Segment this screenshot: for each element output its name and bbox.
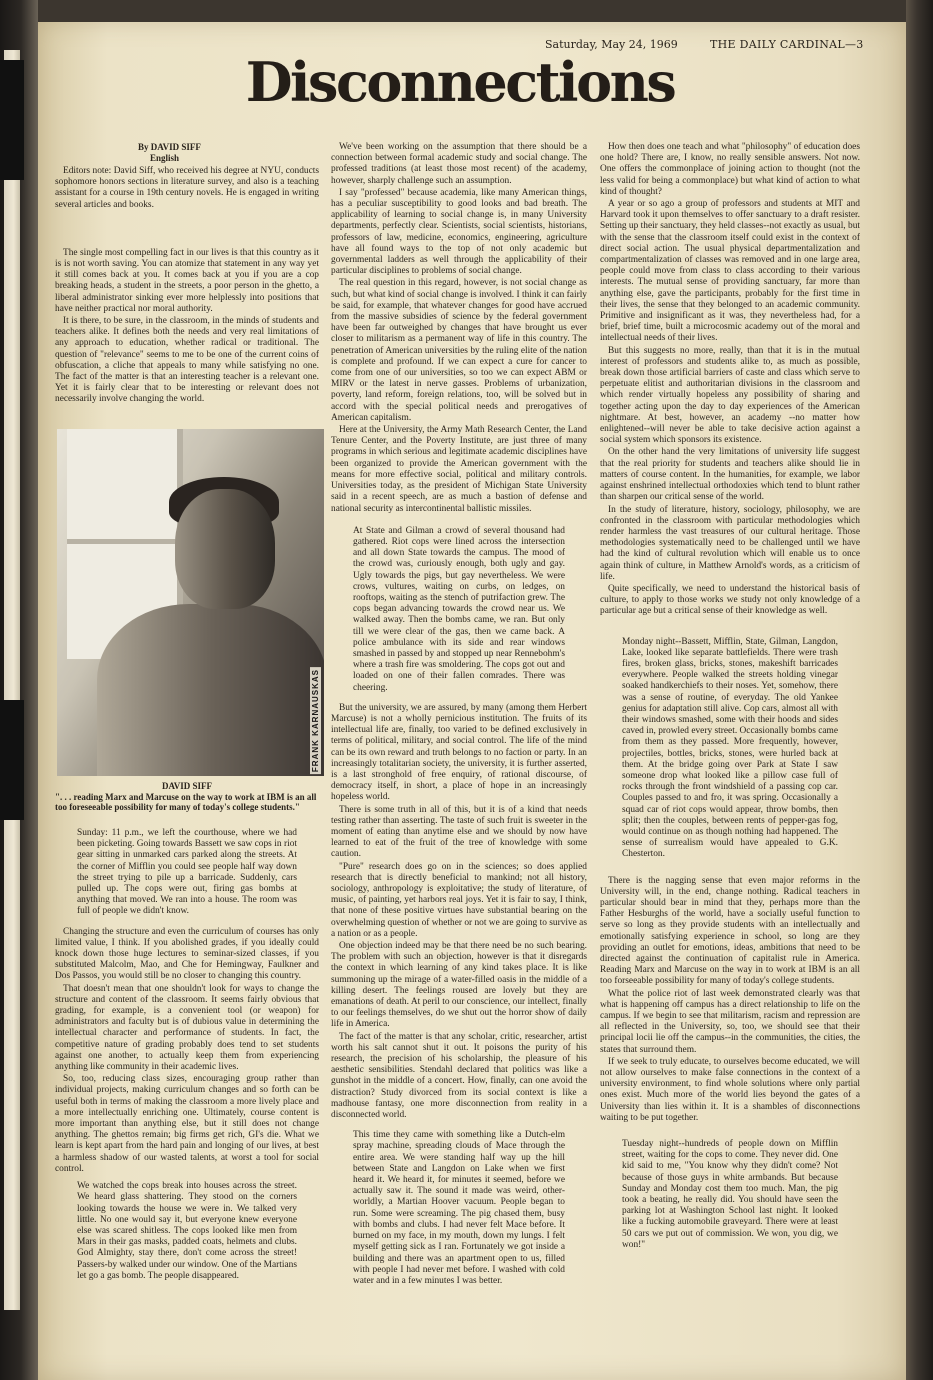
department: English	[150, 153, 180, 163]
paragraph: There is the nagging sense that even major reforms in the University will, in the end, change nothing. Radical teachers in particular should bear in mind that they, perhaps more than the Father Hesburghs of the world, have a socially useful function to serve so long as they provide students with an intellectually and emotionally satisfying experience in school, so long are they providing an outlet for emotions, ideas, ambitions that need to be directed against the continuation of capitalist rule in America. Reading Marx and Marcuse on the way in to work at IBM is an all too forseeable possibility for many of today's college students.	[600, 875, 860, 987]
paragraph: If we seek to truly educate, to ourselves become educated, we will not allow ourselves to make false connections in the context of a university environment, to find whole solutions where only partial ones exist. Much more of the world lies beyond the gates of a University than lies within it. It is a shambles of disconnections waiting to be put together.	[600, 1056, 860, 1123]
editors-note: Editors note: David Siff, who received his degree at NYU, conducts sophomore honors sections in literature survey, and also is a teaching assistant for a course in 19th century novels. He is engaged in writing several articles and books.	[55, 166, 319, 210]
paragraph: Changing the structure and even the curriculum of courses has only limited value, I think. If you abolished grades, if you ideally could knock down those huge lectures to seminar-sized classes, if you substituted Malcolm, Mao, and Che for Hemingway, Faulkner and Dos Passos, you would still be no closer to changing this country.	[55, 926, 319, 982]
caption-quote: ". . . reading Marx and Marcuse on the way to work at IBM is an all too foreseeable possibility for many of today's college students."	[55, 791, 317, 812]
figure-body	[97, 604, 324, 776]
binding-tab	[0, 60, 24, 180]
column-1-top	[55, 166, 319, 407]
photo-caption	[55, 781, 319, 813]
binding-tab	[0, 700, 24, 820]
thistime-box	[331, 1130, 587, 1287]
paragraph: The real question in this regard, however, is not social change as such, but what kind of social change is involved. I think it can fairly be said, for example, that whatever changes for good have accrued from the massive subsidies of science by the federal government have been far outweighed by changes that have brought us ever closer to militarism as a permanent way of life in this country. The penetration of American universities by the ruling elite of the nation is complete and profound. If we can expect a cure for cancer to come from one of our universities, so too we can expect ABM or MIRV or the latest in nerve gasses. Problems of urbanization, poverty, land reform, foreign relations, too, will be solved but in accord with the special political needs and prerogatives of American capitalism.	[331, 278, 587, 423]
tuesday-box	[600, 1139, 860, 1251]
narrative-sunday: Sunday: 11 p.m., we left the courthouse, where we had been picketing. Going towards Bassett we saw cops in riot gear sitting in unmarked cars parked along the streets. At the corner of Mifflin you could see people half way down the street trying to pile up a barricade. Suddenly, cars pulled up. The cops were out, firing gas bombs at anything that moved. We ran into a house. The room was full of people we didn't know.	[77, 828, 297, 917]
sunday-box	[55, 828, 319, 918]
byline	[138, 142, 201, 164]
paper-name-page: THE DAILY CARDINAL—3	[710, 38, 864, 51]
narrative-tuesday: Tuesday night--hundreds of people down on Mifflin street, waiting for the cops to come. They never did. One kid said to me, "You know why they didn't come? Not because of those guys in white armbands. But because Sunday and Monday cost them too much. Man, the pig took a beating, he really did. You should have seen the parking lot at Washington School last night. It looked like a fucking automobile graveyard. There were at least 50 cars we put out of commission. We won, you dig, we won!"	[622, 1139, 838, 1250]
figure-head	[175, 489, 275, 609]
paragraph: In the study of literature, history, sociology, philosophy, we are confronted in the classroom with particular methodologies which render harmless the vast treasures of our cultural heritage. Those methodologies systematically need to be challenged until we have had the kind of cultural revolution which will enable us to once again think of culture, in Matthew Arnold's words, as a criticism of life.	[600, 504, 860, 582]
paragraph: That doesn't mean that one shouldn't look for ways to change the structure and content of the classroom. It seems fairly obvious that grading, for example, is a convenient tool (or weapon) for administrators and faculty but is of dubious value in determining the intellectual character and performance of students. In fact, the competitive nature of grading probably does tend to set students against one another, to actually keep them from experiencing anything like community in their academic lives.	[55, 983, 319, 1073]
paragraph: There is some truth in all of this, but it is of a kind that needs testing rather than asserting. The taste of such fruit is sweeter in the moment of eating than anytime else and we should by now have learned to eat of the fruit of the tree of knowledge with some caution.	[331, 804, 587, 860]
paragraph: Here at the University, the Army Math Research Center, the Land Tenure Center, and the Poverty Institute, are just three of many programs in which serious and legitimate academic disciplines have been organized to provide the American government with the means for more effective social, political and military controls. Universities today, as the president of Michigan State University said in a recent speech, are as much a bastion of defense and national security as intercontinental ballistic missiles.	[331, 425, 587, 514]
binding-strip	[4, 50, 20, 1310]
paragraph: The fact of the matter is that any scholar, critic, researcher, artist worth his salt cannot shut it out. It poisons the purity of his research, the precision of his scholarship, the pleasure of his aesthetic sensibilities. Stendahl declared that politics was like a gunshot in the middle of a concert. How, finally, can one avoid the distraction? Study divorced from its social context is like a madhouse fantasy, one more disconnection from reality in a disconnected world.	[331, 1031, 587, 1121]
column-3	[600, 142, 860, 1252]
author-photo	[57, 429, 324, 776]
paragraph: But the university, we are assured, by many (among them Herbert Marcuse) is not a wholly pernicious institution. The fruits of its intellectual life are, finally, too varied to be defined exclusively in terms of political, military, and social control. The life of the mind can be its own reward and truth belongs to no faction or party. In an increasingly totalitarian society, the university, it is further asserted, is a last stronghold of free enquiry, of rational discourse, of democracy itself, in short, a place of hope in an increasingly hopeless world.	[331, 702, 587, 803]
narrative-state: At State and Gilman a crowd of several thousand had gathered. Riot cops were lined across the intersection and all down State towards the campus. The mood of the crowd was, curiously enough, both ugly and gay. Ugly towards the pigs, but gay nevertheless. We were crows, vultures, waiting on curbs, on ledges, on rooftops, waiting as the stench of putrifaction grew. The cops began advancing towards the crowd near us. We walked away. Then the bombs came, we ran. But only till we were clear of the gas, then we came back. A police ambulance with its side and rear windows smashed in passed by and stopped up near Rennebohm's where a trash fire was smoldering. The cops got out and loaded on one of their fallen comrades. There was cheering.	[353, 525, 565, 693]
paragraph: It is there, to be sure, in the classroom, in the minds of students and teachers alike. It defines both the needs and very real limitations of any approach to education, whether radical or traditional. The question of "relevance" seems to me to be one of the current coins of obfuscation, a cliche that appeals to many while satisfying no one. The fact of the matter is that an interesting teacher is a relevant one. Yet it is fairly clear that to be interesting or relevant does not necessarily involve changing the world.	[55, 316, 319, 405]
right-edge	[906, 0, 933, 1380]
paragraph: We've been working on the assumption that there should be a connection between formal academic study and social change. The professed traditions (at least those most recent) of the academy, however, sharply challenge such an assumption.	[331, 142, 587, 186]
paragraph: What the police riot of last week demonstrated clearly was that what is happening off campus has a direct relationship to life on the campus. If we begin to see that militarism, racism and repression are all reflected in the University, so, too, we should see that their principal locii lie off the campus--in the communities, the cities, the states that surround them.	[600, 988, 860, 1055]
paragraph: On the other hand the very limitations of university life suggest that the real priority for students and teachers alike should lie in matters of course content. In the humanities, for example, we labor against enshrined intellectual orthodoxies which tend to blunt rather than sharpen our critical sense of the world.	[600, 447, 860, 503]
column-1-bottom	[55, 828, 319, 1283]
paragraph: A year or so ago a group of professors and students at MIT and Harvard took it upon themselves to offer sanctuary to a draft resister. Setting up their sanctuary, they held classes--not exactly as usual, but with the sense that the classroom itself could exist in the context of direct social action. The usual physical departmentalization and compartmentalization of classes was removed and in one large area, people could move from class to class according to their various interests. The mutual sense of providing sanctuary, far more than anything else, gave the participants, probably for the first time in their lives, the sense that they belonged to an academic community. Primitive and insignificant as it was, they nevertheless had, for a brief, brief time, built a microcosmic academy out of the moral and intellectual needs of their lives.	[600, 199, 860, 344]
binding	[0, 0, 38, 1380]
paragraph: I say "professed" because academia, like many American things, has a peculiar susceptibility to good looks and bad breath. The applicability of learning to social change is, in many University departments, perfectly clear. Scientists, social scientists, historians, professors of law, medicine, economics, engineering, agriculture have all found ways to the top of not only academic but governmental ladders as well through the applicability of their particular disciplines to problems of social change.	[331, 187, 587, 277]
narrative-mace: This time they came with something like a Dutch-elm spray machine, spreading clouds of Mace through the entire area. We were standing half way up the hill between State and Langdon on Lake when we first heard it. We heard it, for minutes it seemed, before we actually saw it. The sound it made was weird, other-worldly, a Martian Hoover vacuum. People began to run. Some were screaming. The pig chased them, busy with bombs and clubs. I had never felt Mace before. It burned on my face, in my mouth, down my lungs. I felt myself getting sick as I ran. Fortunately we got inside a building and there was an apartment open to us, filled with people I had never met before. I washed with cold water and in a few minutes I was better.	[353, 1130, 565, 1286]
paragraph: Quite specifically, we need to understand the historical basis of culture, to apply to those works we study not only knowledge of a particular age but a critical sense of their knowledge as well.	[600, 583, 860, 617]
headline: Disconnections	[245, 50, 675, 114]
narrative-watched: We watched the cops break into houses across the street. We heard glass shattering. They stood on the corners looking towards the house we were in. We talked very little. No one would say it, but everyone knew everyone else was scared shitless. The cops looked like men from Mars in their gas masks, padded coats, helmets and clubs. God Almighty, stay there, don't come across the street! Passers-by walked under our window. One of the Martians let go a gas bomb. The people disappeared.	[77, 1181, 297, 1281]
author: By DAVID SIFF	[138, 142, 201, 152]
photo-credit: FRANK KARNAUSKAS	[311, 669, 320, 773]
paragraph: But this suggests no more, really, than that it is in the mutual interest of professors and students alike to, as much as possible, break down those artificial barriers of caste and class which serve to perpetuate elitist and authoritarian divisions in the classroom and which render virtually hopeless any possibility of sharing and together acting upon the day to day experiences of the American nightmare. At best, however, an academy --no matter how enlightened--will never be able to take decisive action against a social system which sponsors its existence.	[600, 345, 860, 446]
caption-name: DAVID SIFF	[161, 781, 213, 791]
window-bar	[67, 539, 177, 544]
issue-date: Saturday, May 24, 1969	[545, 38, 678, 51]
top-edge	[38, 0, 906, 22]
narrative-monday: Monday night--Bassett, Mifflin, State, Gilman, Langdon, Lake, looked like separate battlefields. There were trash fires, broken glass, bricks, stones, makeshift barricades everywhere. People walked the streets holding vinegar soaked handkerchiefs to their noses. Yet, somehow, there was a sense of routine, of everyday. The old Yankee genius for adaptation still alive. Cop cars, almost all with their windows smashed, some with their hoods and sides caved in, prowled every street. Occasionally bombs came from them as they passed. More frequently, however, projectiles, bottles, bricks, stones, were hurled back at them. At the bridge going over Park at State I saw someone drop what looked like a pillow case full of rocks through the front windshield of a passing cop car. Couples passed to and fro, it was spring. Occasionally a squad car of riot cops would appear, throw bombs, then split; then the couples, between rents of pepper-gas fog, would continue on as though nothing had happened. The sense of surrealism would have appealed to G.K. Chesterton.	[622, 636, 838, 860]
paragraph: So, too, reducing class sizes, encouraging group rather than individual projects, making curriculum changes and so forth can be useful both in terms of making the classroom a more lively place and a more intellectually enriching one. Ultimately, course content is more important than anything else, but it still does not change anything. The ghettos remain; big firms get rich, GI's die. What we learn is kept apart from the hard pain and longing of our lives, at best a harmless shadow of our wasted talents, at worst a tool for social control.	[55, 1074, 319, 1174]
watched-box	[55, 1181, 319, 1282]
paragraph: One objection indeed may be that there need be no such bearing. The problem with such an objection, however is that it disregards the context in which learning of any kind takes place. It is like summoning up the mirage of a water-filled oasis in the middle of a killing desert. The feelings roused are lovely but they are emanations of death. At peril to our conscience, our intellect, finally to our feelings themselves, do we shut out the horror show of daily life in America.	[331, 941, 587, 1030]
column-2	[331, 142, 587, 1288]
paragraph: "Pure" research does go on in the sciences; so does applied research that is directly beneficial to mankind; not all history, sociology, anthropology is exploitative; the study of literature, of music, of painting, yet harbors real joys. Yet it is fair to say, I think, that none of these positive virtues have substantial bearing on the overwhelming question of whether or not we are going to survive as a nation or as a people.	[331, 861, 587, 939]
paragraph: The single most compelling fact in our lives is that this country as it is is not worth saving. You can atomize that statement in any way yet it still comes back at you. It comes back at you if you are a cop breaking heads, a student in the streets, a poor person in the ghetto, a liberal administrator sinking ever more helplessly into positions that have neither practical nor moral authority.	[55, 247, 319, 314]
monday-box	[600, 637, 860, 861]
state-box	[331, 526, 587, 694]
paragraph: How then does one teach and what "philosophy" of education does one hold? There are, I know, no really sensible answers. Not now. One offers the commonplace of joining action to thought (not the less valid for being a commonplace) but what kind of action to what kind of thought?	[600, 142, 860, 197]
